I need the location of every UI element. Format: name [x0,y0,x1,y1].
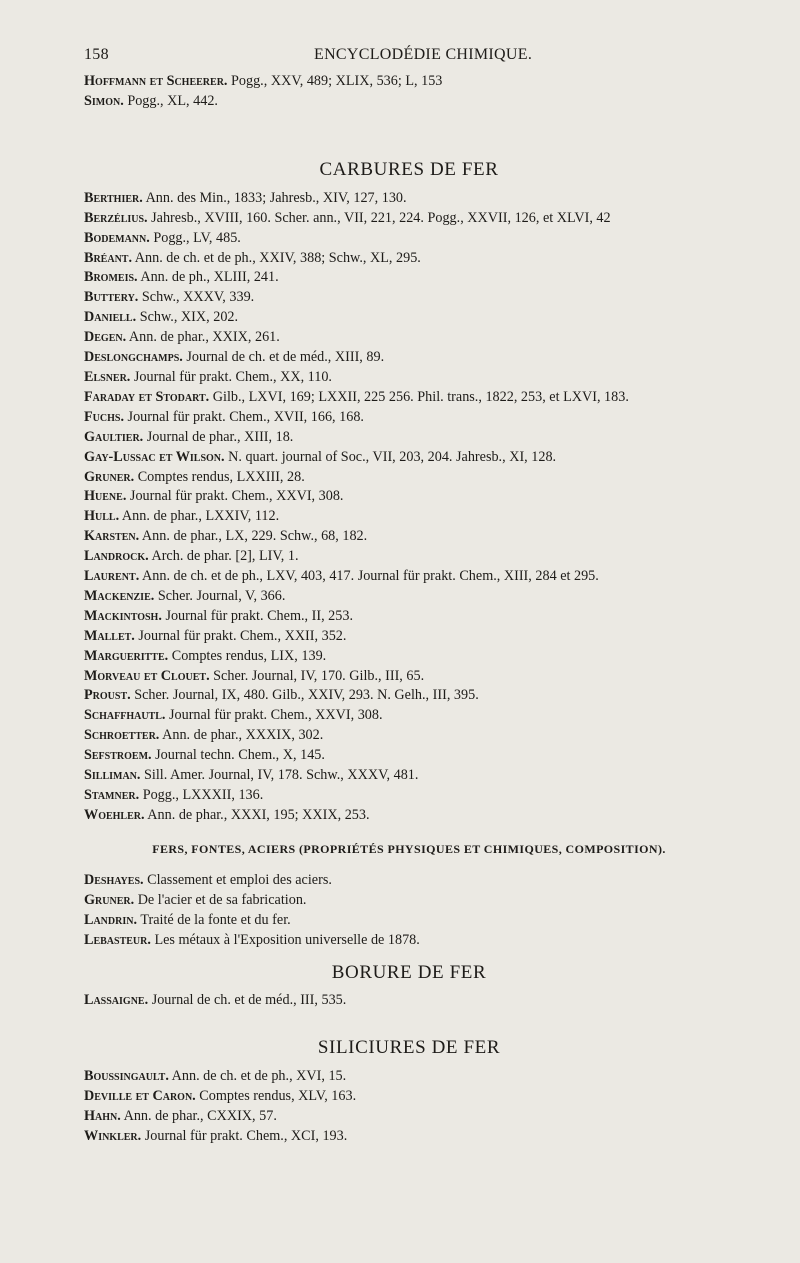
entry-reference: Ann. de phar., CXXIX, 57. [123,1108,277,1125]
entry-reference: Classement et emploi des aciers. [147,871,332,888]
entry-reference: Scher. Journal, IX, 480. Gilb., XXIV, 293. N. Gelh., III, 395. [134,687,479,704]
bibliography-entry [84,249,754,269]
bibliography-entry [84,991,754,1011]
entry-author: Berthier. [84,189,143,206]
entry-author: Huene. [84,488,127,505]
entry-reference: Ann. de phar., XXXI, 195; XXIX, 253. [147,806,370,823]
bibliography-entry [84,388,754,408]
entry-reference: Journal techn. Chem., X, 145. [155,747,325,764]
entry-author: Sefstroem. [84,747,152,764]
bibliography-entry [84,268,754,288]
entry-author: Buttery. [84,289,139,306]
bibliography-entry [84,428,754,448]
entry-author: Lebasteur. [84,931,151,948]
entry-reference: Pogg., LV, 485. [153,229,241,246]
section-title-borure: BORURE DE FER [331,962,487,984]
entry-author: Deslongchamps. [84,349,183,366]
bibliography-entry [84,667,754,687]
entry-author: Laurent. [84,568,140,585]
bibliography-entry [84,607,754,627]
entry-reference: Ann. de ch. et de ph., XVI, 15. [171,1068,347,1085]
entry-reference: Journal für prakt. Chem., XCI, 193. [144,1128,348,1145]
entry-reference: Ann. de ph., XLIII, 241. [140,269,279,286]
bibliography-entry [84,328,754,348]
bibliography-entry [84,1107,754,1127]
bibliography-entry [84,1087,754,1107]
entry-author: Hull. [84,508,120,525]
bibliography-entry [84,1127,754,1147]
intro-entries [84,72,754,112]
bibliography-entry [84,92,754,112]
bibliography-entry [84,891,754,911]
entry-author: Mackintosh. [84,607,162,624]
entry-author: Simon. [84,92,124,109]
entry-author: Daniell. [84,309,137,326]
entry-author: Margueritte. [84,647,169,664]
entry-author: Bodemann. [84,229,150,246]
fers-entries [84,871,754,951]
bibliography-entry [84,1067,754,1087]
entry-reference: Sill. Amer. Journal, IV, 178. Schw., XXXV, 481. [144,767,419,784]
bibliography-entry [84,348,754,368]
page-number: 158 [84,46,109,63]
entry-reference: Arch. de phar. [2], LIV, 1. [151,548,299,565]
entry-reference: Ann. de ch. et de ph., LXV, 403, 417. Journal für prakt. Chem., XIII, 284 et 295. [142,568,599,585]
entry-author: Morveau et Clouet. [84,667,210,684]
entry-author: Berzélius. [84,209,148,226]
entry-reference: Scher. Journal, IV, 170. Gilb., III, 65. [213,667,425,684]
bibliography-entry [84,786,754,806]
entry-reference: Jahresb., XVIII, 160. Scher. ann., VII, 221, 224. Pogg., XXVII, 126, et XLVI, 42 [151,209,611,226]
bibliography-entry [84,72,754,92]
entry-reference: Gilb., LXVI, 169; LXXII, 225 256. Phil. trans., 1822, 253, et LXVI, 183. [212,388,629,405]
entry-author: Silliman. [84,767,141,784]
entry-author: Hoffmann et Scheerer. [84,73,228,89]
entry-author: Winkler. [84,1128,142,1145]
entry-author: Landrin. [84,911,138,928]
bibliography-entry [84,746,754,766]
entry-reference: Pogg., LXXXII, 136. [142,787,264,803]
bibliography-entry [84,209,754,229]
entry-author: Deville et Caron. [84,1088,196,1105]
entry-author: Deshayes. [84,871,144,888]
entry-author: Mallet. [84,627,135,644]
entry-reference: Pogg., XXV, 489; XLIX, 536; L, 153 [231,73,443,89]
entry-reference: Ann. de phar., XXIX, 261. [128,329,280,346]
bibliography-entry [84,527,754,547]
running-head: ENCYCLODÉDIE CHIMIQUE. [314,46,533,63]
bibliography-entry [84,871,754,891]
entry-reference: Ann. de phar., LX, 229. Schw., 68, 182. [141,528,368,545]
entry-reference: Scher. Journal, V, 366. [157,587,286,604]
entry-author: Schroetter. [84,727,160,744]
bibliography-entry [84,487,754,507]
entry-author: Bréant. [84,249,133,266]
entry-reference: Journal für prakt. Chem., XXVI, 308. [168,707,383,724]
section-title-siliciures: SILICIURES DE FER [317,1037,501,1059]
bibliography-entry [84,368,754,388]
bibliography-entry [84,229,754,249]
subsection-title-fers: FERS, FONTES, ACIERS (PROPRIÉTÉS PHYSIQUES ET CHIMIQUES, COMPOSITION). [152,841,666,856]
entry-reference: De l'acier et de sa fabrication. [137,891,307,908]
bibliography-entry [84,587,754,607]
bibliography-entry [84,706,754,726]
siliciures-entries [84,1067,754,1147]
entry-author: Gaultier. [84,428,144,445]
bibliography-entry [84,911,754,931]
bibliography-entry [84,547,754,567]
bibliography-entry [84,766,754,786]
bibliography-entry [84,189,754,209]
entry-reference: Les métaux à l'Exposition universelle de 1878. [154,931,420,948]
entry-reference: Comptes rendus, LIX, 139. [171,647,327,664]
bibliography-entry [84,931,754,951]
entry-author: Faraday et Stodart. [84,388,210,405]
bibliography-entry [84,507,754,527]
entry-author: Gruner. [84,468,135,485]
bibliography-entry [84,308,754,328]
entry-reference: Journal für prakt. Chem., XX, 110. [133,368,332,385]
entry-author: Boussingault. [84,1068,169,1085]
entry-author: Woehler. [84,806,145,823]
entry-author: Mackenzie. [84,587,155,604]
bibliography-entry [84,448,754,468]
entry-author: Elsner. [84,368,131,385]
entry-reference: Ann. de phar., XXXIX, 302. [162,727,324,744]
entry-author: Karsten. [84,528,140,545]
entry-reference: Journal de ch. et de méd., XIII, 89. [186,349,385,366]
entry-author: Lassaigne. [84,992,149,1009]
entry-reference: Ann. de phar., LXXIV, 112. [121,508,280,525]
bibliography-entry [84,647,754,667]
borure-entries [84,991,754,1011]
bibliography-entry [84,726,754,746]
bibliography-entry [84,408,754,428]
bibliography-entry [84,806,754,826]
entry-author: Schaffhautl. [84,707,166,724]
entry-reference: Journal für prakt. Chem., XXVI, 308. [129,488,344,505]
entry-reference: Journal für prakt. Chem., II, 253. [165,607,353,624]
entry-reference: Schw., XXXV, 339. [141,289,255,306]
entry-reference: Journal de phar., XIII, 18. [146,428,294,445]
bibliography-entry [84,288,754,308]
entry-reference: N. quart. journal of Soc., VII, 203, 204. Jahresb., XI, 128. [228,448,557,465]
bibliography-entry [84,686,754,706]
entry-reference: Ann. de ch. et de ph., XXIV, 388; Schw., XL, 295. [134,249,421,266]
entry-author: Gay-Lussac et Wilson. [84,448,225,465]
entry-reference: Schw., XIX, 202. [139,309,239,326]
bibliography-entry [84,468,754,488]
entry-reference: Journal für prakt. Chem., XXII, 352. [138,627,347,644]
entry-author: Fuchs. [84,408,124,425]
carbures-entries [84,189,754,826]
entry-reference: Pogg., XL, 442. [127,92,218,109]
entry-author: Degen. [84,329,127,346]
entry-reference: Traité de la fonte et du fer. [140,911,291,928]
page-content [84,72,754,1147]
entry-author: Hahn. [84,1108,121,1125]
section-title-carbures: CARBURES DE FER [319,158,499,180]
entry-reference: Comptes rendus, LXXIII, 28. [137,468,305,485]
entry-reference: Ann. des Min., 1833; Jahresb., XIV, 127, 130. [145,189,407,206]
entry-author: Landrock. [84,548,149,565]
bibliography-entry [84,627,754,647]
entry-reference: Journal de ch. et de méd., III, 535. [151,992,347,1009]
entry-author: Stamner. [84,787,140,803]
entry-reference: Comptes rendus, XLV, 163. [199,1088,357,1105]
entry-reference: Journal für prakt. Chem., XVII, 166, 168. [127,408,364,425]
entry-author: Gruner. [84,891,135,908]
entry-author: Proust. [84,687,131,704]
entry-author: Bromeis. [84,269,138,286]
bibliography-entry [84,567,754,587]
